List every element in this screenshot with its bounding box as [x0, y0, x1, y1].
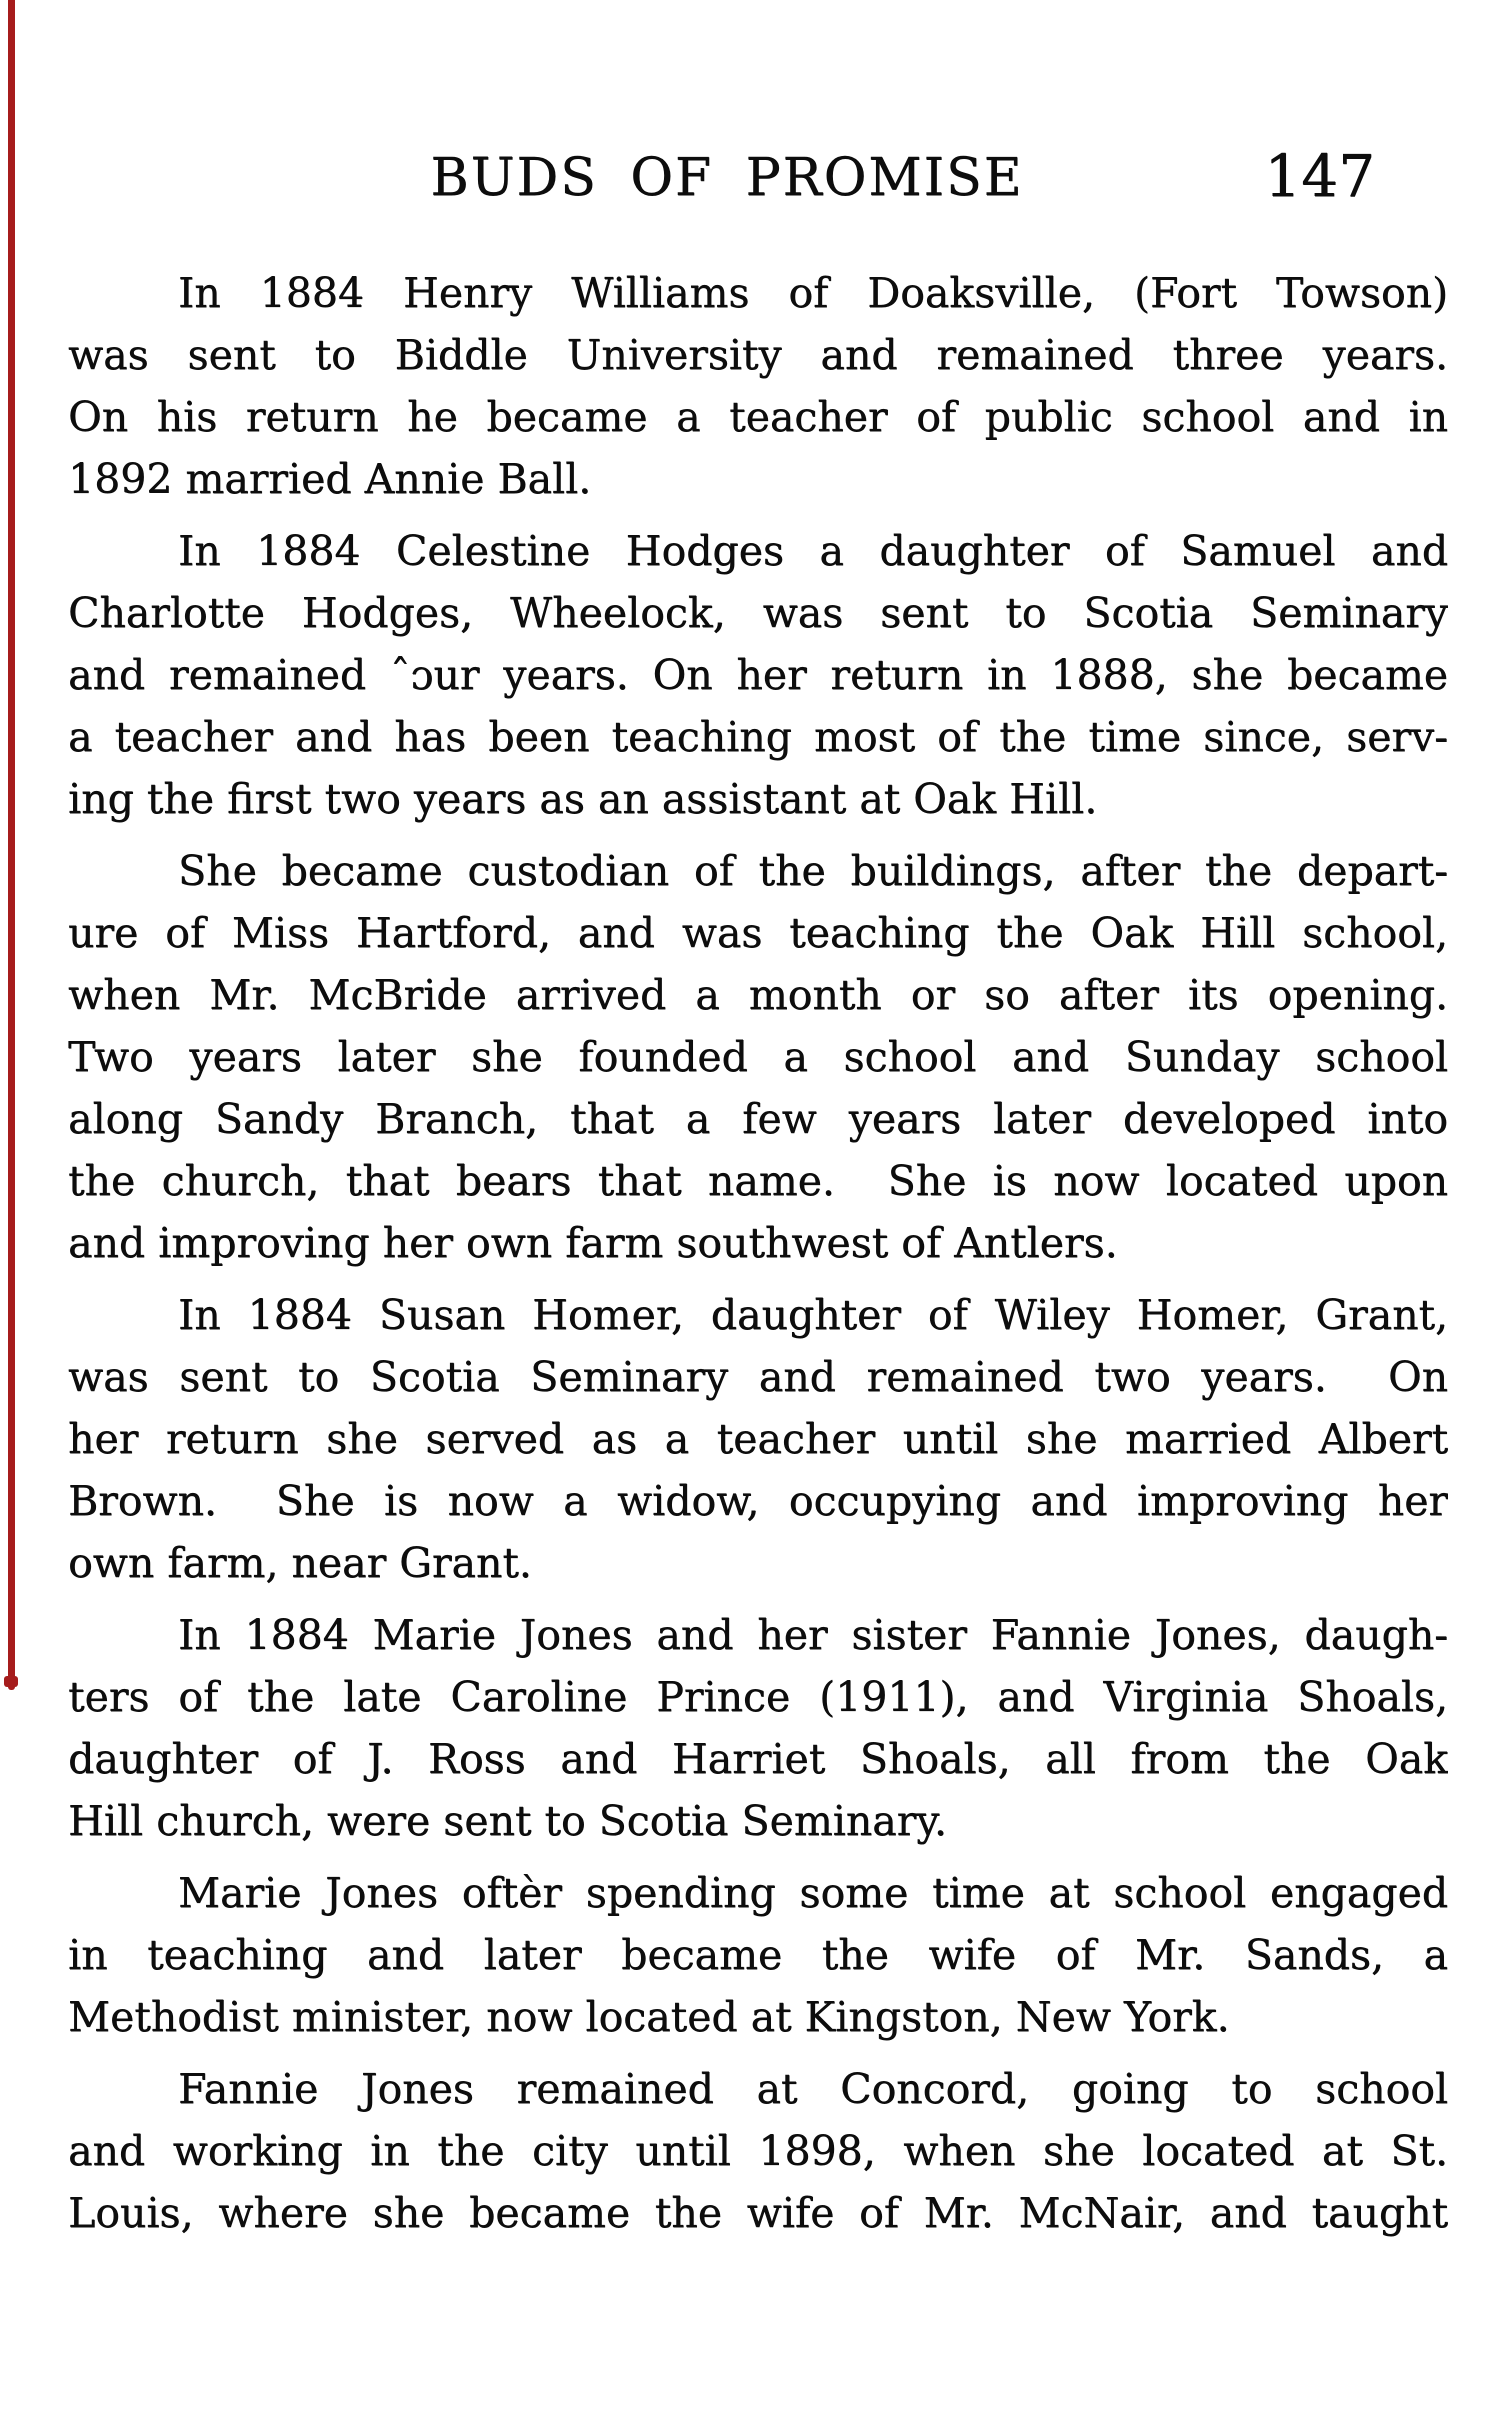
scan-artifact-tick: [4, 1676, 18, 1687]
text-line: Brown. She is now a widow, occupying and improving her: [68, 1477, 1448, 1525]
scan-artifact-line: [8, 0, 15, 1690]
text-line: and remained ˆɔur years. On her return in 1888, she became: [68, 651, 1448, 699]
text-line: was sent to Scotia Seminary and remained two years. On: [68, 1353, 1448, 1401]
paragraph: [68, 520, 1448, 830]
text-line: and improving her own farm southwest of Antlers.: [68, 1219, 1118, 1267]
text-line: the church, that bears that name. She is now located upon: [68, 1157, 1448, 1205]
text-line: in teaching and later became the wife of Mr. Sands, a: [68, 1931, 1448, 1979]
paragraph: [68, 2058, 1448, 2244]
text-line: In 1884 Susan Homer, daughter of Wiley Homer, Grant,: [178, 1291, 1448, 1339]
text-line: daughter of J. Ross and Harriet Shoals, all from the Oak: [68, 1735, 1448, 1783]
text-line: Hill church, were sent to Scotia Seminary.: [68, 1797, 947, 1845]
text-line: She became custodian of the buildings, after the depart-: [178, 847, 1448, 895]
text-line: when Mr. McBride arrived a month or so after its opening.: [68, 971, 1448, 1019]
text-line: along Sandy Branch, that a few years later developed into: [68, 1095, 1448, 1143]
paragraph: [68, 262, 1448, 510]
text-line: Two years later she founded a school and Sunday school: [68, 1033, 1448, 1081]
text-line: own farm, near Grant.: [68, 1539, 532, 1587]
page-number: 147: [1264, 142, 1375, 210]
text-line: Charlotte Hodges, Wheelock, was sent to Scotia Seminary: [68, 589, 1448, 637]
text-body: [68, 262, 1448, 2244]
text-line: Marie Jones oftèr spending some time at school engaged: [178, 1869, 1448, 1917]
running-title: BUDS OF PROMISE: [430, 148, 1024, 208]
paragraph: [68, 1604, 1448, 1852]
text-line: Methodist minister, now located at Kingston, New York.: [68, 1993, 1230, 2041]
text-line: was sent to Biddle University and remained three years.: [68, 331, 1448, 379]
text-line: In 1884 Marie Jones and her sister Fannie Jones, daugh-: [178, 1611, 1448, 1659]
text-line: 1892 married Annie Ball.: [68, 455, 592, 503]
text-line: and working in the city until 1898, when she located at St.: [68, 2127, 1448, 2175]
text-line: In 1884 Celestine Hodges a daughter of Samuel and: [178, 527, 1448, 575]
page-header: [0, 142, 1508, 212]
text-line: her return she served as a teacher until she married Albert: [68, 1415, 1448, 1463]
text-line: In 1884 Henry Williams of Doaksville, (Fort Towson): [178, 269, 1448, 317]
text-line: Fannie Jones remained at Concord, going to school: [178, 2065, 1448, 2113]
text-line: Louis, where she became the wife of Mr. McNair, and taught: [68, 2189, 1448, 2237]
text-line: a teacher and has been teaching most of the time since, serv-: [68, 713, 1448, 761]
paragraph: [68, 1284, 1448, 1594]
text-line: On his return he became a teacher of public school and in: [68, 393, 1448, 441]
text-line: ing the first two years as an assistant at Oak Hill.: [68, 775, 1098, 823]
paragraph: [68, 840, 1448, 1274]
paragraph: [68, 1862, 1448, 2048]
text-line: ure of Miss Hartford, and was teaching the Oak Hill school,: [68, 909, 1448, 957]
text-line: ters of the late Caroline Prince (1911), and Virginia Shoals,: [68, 1673, 1448, 1721]
